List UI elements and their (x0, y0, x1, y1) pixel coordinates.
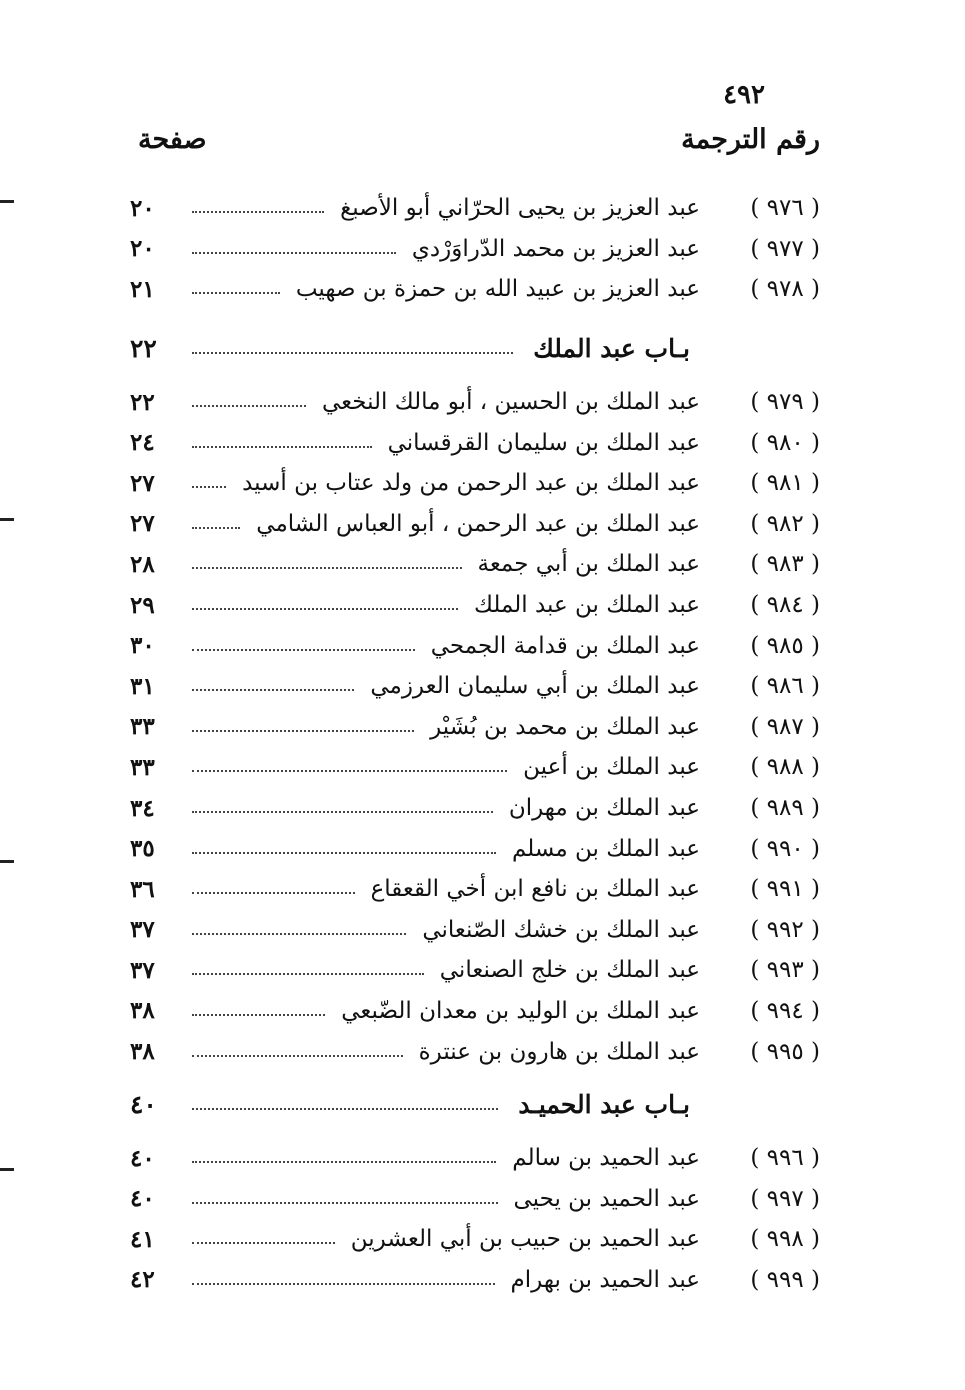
entry-page: ٣٣ (130, 753, 155, 781)
entry-page: ٤٢ (130, 1266, 155, 1294)
entry-number: ( ٩٧٦ ) (750, 195, 820, 222)
entry-number: ( ٩٩١ ) (750, 876, 820, 903)
toc-entry (130, 463, 820, 504)
entry-name: عبد الملك بن هارون بن عنترة (418, 1038, 700, 1065)
entry-number: ( ٩٧٨ ) (750, 276, 820, 303)
entry-name: عبد الملك بن الوليد بن معدان الضّبعي (341, 997, 700, 1024)
toc-entry (130, 625, 820, 666)
entry-name: عبد الملك بن خشك الصّنعاني (422, 916, 700, 943)
entry-page: ٢٠ (130, 194, 155, 222)
toc-entry (130, 788, 820, 829)
leader-dots (192, 211, 324, 213)
toc-entry (130, 1178, 820, 1219)
entry-number-header: رقم الترجمة (681, 124, 820, 155)
section-title: بـاب عبد الملك (533, 334, 690, 364)
entry-page: ٣٧ (130, 916, 155, 944)
entry-name: عبد الحميد بن يحيى (513, 1185, 700, 1212)
entry-page: ٣٥ (130, 835, 155, 863)
leader-dots (192, 1242, 335, 1244)
toc-entry (130, 869, 820, 910)
entry-number: ( ٩٨٧ ) (750, 713, 820, 740)
entry-page: ٣٧ (130, 956, 155, 984)
entry-name: عبد العزيز بن محمد الدّراوَرْدي (411, 235, 700, 262)
entry-page: ٢٢ (130, 388, 155, 416)
entry-page: ٣٨ (130, 1038, 155, 1066)
entry-page: ٢٩ (130, 591, 155, 619)
entry-number: ( ٩٩٦ ) (750, 1145, 820, 1172)
entry-name: عبد الملك بن قدامة الجمحي (430, 632, 700, 659)
margin-mark (0, 1168, 14, 1171)
toc-entry (130, 269, 820, 310)
entry-page: ٤٠ (130, 1185, 155, 1213)
margin-mark (0, 518, 14, 521)
toc-entry (130, 188, 820, 229)
page-number: ٤٩٢ (723, 80, 765, 110)
entry-name: عبد الحميد بن بهرام (510, 1266, 700, 1293)
entry-name: عبد الملك بن عبد الملك (473, 592, 700, 619)
entry-number: ( ٩٩٩ ) (750, 1266, 820, 1293)
leader-dots (192, 486, 226, 488)
entry-name: عبد الملك بن مهران (508, 795, 700, 822)
entry-number: ( ٩٨٢ ) (750, 510, 820, 537)
entry-number: ( ٩٨١ ) (750, 470, 820, 497)
toc-entry (130, 828, 820, 869)
toc-entry (130, 1260, 820, 1301)
entry-name: عبد الملك بن أبي سليمان العرزمي (370, 673, 700, 700)
entry-name: عبد الملك بن محمد بن بُشَيْر (430, 713, 700, 740)
entry-number: ( ٩٩٣ ) (750, 957, 820, 984)
leader-dots (192, 1055, 403, 1057)
entry-number: ( ٩٩٤ ) (750, 997, 820, 1024)
entry-number: ( ٩٧٧ ) (750, 235, 820, 262)
margin-mark (0, 200, 14, 203)
entry-name: عبد الملك بن عبد الرحمن ، أبو العباس الشامي (256, 510, 700, 537)
toc-entry (130, 991, 820, 1032)
toc-entry (130, 585, 820, 626)
entry-page: ٤٠ (130, 1144, 155, 1172)
entry-number: ( ٩٨٩ ) (750, 795, 820, 822)
entry-number: ( ٩٨٦ ) (750, 673, 820, 700)
leader-dots (192, 649, 415, 651)
leader-dots (192, 1202, 498, 1204)
leader-dots (192, 352, 513, 354)
entry-number: ( ٩٧٩ ) (750, 389, 820, 416)
leader-dots (192, 689, 354, 691)
toc-entry (130, 950, 820, 991)
entry-name: عبد العزيز بن يحيى الحرّاني أبو الأصبغ (340, 195, 700, 222)
toc-entry (130, 707, 820, 748)
entry-name: عبد الملك بن الحسين ، أبو مالك النخعي (322, 389, 700, 416)
toc-entry (130, 544, 820, 585)
entry-page: ٢٧ (130, 469, 155, 497)
entry-name: عبد الملك بن خلج الصنعاني (439, 957, 700, 984)
leader-dots (192, 1014, 325, 1016)
entry-name: عبد العزيز بن عبيد الله بن حمزة بن صهيب (295, 276, 700, 303)
toc-entry (130, 747, 820, 788)
toc-entry (130, 229, 820, 270)
section-heading (130, 322, 820, 376)
entry-page: ٤١ (130, 1225, 155, 1253)
margin-mark (0, 860, 14, 863)
entry-name: عبد الملك بن نافع ابن أخي القعقاع (370, 876, 700, 903)
toc-entry (130, 1031, 820, 1072)
entry-page: ٢٠ (130, 235, 155, 263)
leader-dots (192, 527, 240, 529)
leader-dots (192, 1283, 495, 1285)
section-page: ٤٠ (130, 1090, 157, 1120)
leader-dots (192, 252, 396, 254)
entry-page: ٣٣ (130, 713, 155, 741)
entry-page: ٣٨ (130, 997, 155, 1025)
toc-entry (130, 1138, 820, 1179)
entry-page: ٣٦ (130, 875, 155, 903)
toc-entry (130, 910, 820, 951)
toc-entry (130, 666, 820, 707)
section-title: بـاب عبد الحميـد (518, 1090, 690, 1120)
entry-page: ٢١ (130, 275, 155, 303)
leader-dots (192, 811, 493, 813)
leader-dots (192, 770, 507, 772)
entry-name: عبد الملك بن سليمان القرقساني (387, 429, 700, 456)
leader-dots (192, 730, 414, 732)
leader-dots (192, 446, 372, 448)
entry-name: عبد الملك بن عبد الرحمن من ولد عتاب بن أسيد (242, 470, 700, 497)
entry-number: ( ٩٨٣ ) (750, 551, 820, 578)
leader-dots (192, 973, 424, 975)
toc-entry (130, 422, 820, 463)
entry-number: ( ٩٨٨ ) (750, 754, 820, 781)
entry-number: ( ٩٩٥ ) (750, 1038, 820, 1065)
leader-dots (192, 608, 458, 610)
entry-number: ( ٩٨٤ ) (750, 592, 820, 619)
toc-entry (130, 382, 820, 423)
entry-page: ٢٧ (130, 510, 155, 538)
leader-dots (192, 892, 355, 894)
leader-dots (192, 567, 462, 569)
toc-entry (130, 1219, 820, 1260)
leader-dots (192, 292, 280, 294)
entry-name: عبد الملك بن أعين (523, 754, 700, 781)
entry-page: ٢٨ (130, 550, 155, 578)
leader-dots (192, 405, 306, 407)
entry-page: ٣٤ (130, 794, 155, 822)
entry-number: ( ٩٩٧ ) (750, 1185, 820, 1212)
entry-page: ٣٠ (130, 632, 155, 660)
leader-dots (192, 1108, 498, 1110)
entry-name: عبد الحميد بن حبيب بن أبي العشرين (350, 1226, 700, 1253)
leader-dots (192, 933, 406, 935)
entry-name: عبد الحميد بن سالم (512, 1145, 700, 1172)
entry-page: ٢٤ (130, 429, 155, 457)
leader-dots (192, 852, 496, 854)
entry-name: عبد الملك بن أبي جمعة (477, 551, 700, 578)
entry-number: ( ٩٩٢ ) (750, 916, 820, 943)
section-page: ٢٢ (130, 334, 157, 364)
entry-number: ( ٩٨٥ ) (750, 632, 820, 659)
entry-name: عبد الملك بن مسلم (511, 835, 700, 862)
page-column-header: صفحة (138, 124, 207, 155)
toc-entry (130, 504, 820, 545)
table-of-contents (130, 188, 820, 1300)
leader-dots (192, 1161, 496, 1163)
entry-number: ( ٩٩٠ ) (750, 835, 820, 862)
entry-page: ٣١ (130, 672, 155, 700)
entry-number: ( ٩٨٠ ) (750, 429, 820, 456)
section-heading (130, 1078, 820, 1132)
entry-number: ( ٩٩٨ ) (750, 1226, 820, 1253)
